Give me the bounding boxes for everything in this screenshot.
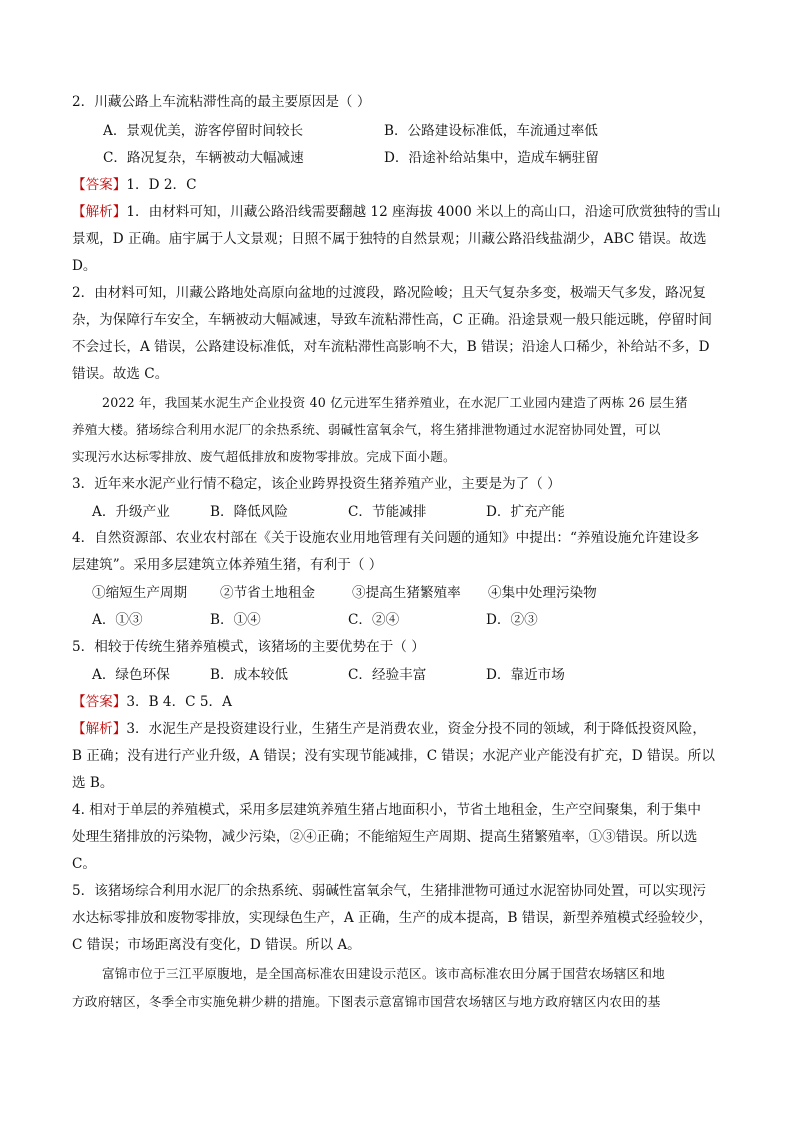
q2-option-d: D．沿途补给站集中，造成车辆驻留 (384, 150, 599, 166)
material-paragraph: 富锦市位于三江平原腹地，是全国高标准农田建设示范区。该市高标准农田分属于国营农场辖区和地 (102, 966, 665, 981)
explanation-line: D。 (72, 258, 97, 274)
explanation-line (72, 723, 706, 737)
answer-text: 1．D 2．C (126, 177, 197, 193)
explanation-line: 5．该猪场综合利用水泥厂的余热系统、弱碱性富氧余气，生猪排泄物可通过水泥窑协同处置，可以实现污 (72, 883, 706, 899)
explanation-line: 处理生猪排放的污染物，减少污染，②④正确；不能缩短生产周期、提高生猪繁殖率，①③错误。所以选 (72, 829, 698, 845)
explanation-line: B 正确；没有进行产业升级，A 错误；没有实现节能减排，C 错误；水泥产业产能没有扩充，D 错误。所以 (72, 748, 715, 764)
q4-option-b: B．①④ (210, 612, 261, 628)
explanation-line (72, 206, 721, 220)
q3-option-d: D．扩充产能 (486, 504, 565, 520)
question-4-stem: 4．自然资源部、农业农村部在《关于设施农业用地管理有关问题的通知》中提出：“养殖设施允许建设多 (72, 530, 700, 546)
material-paragraph: 2022 年，我国某水泥生产企业投资 40 亿元进军生猪养殖业，在水泥厂工业园内建造了两栋 26 层生猪 (102, 395, 688, 410)
question-5-stem: 5．相较于传统生猪养殖模式，该猪场的主要优势在于（ ） (72, 639, 425, 655)
explanation-line: 不会过长，A 错误，公路建设标准低，对车流粘滞性高影响不大，B 错误；沿途人口稀少，补给站不多，D (72, 339, 710, 355)
q5-option-c: C．经验丰富 (348, 667, 427, 683)
answer-block-2 (72, 696, 232, 710)
q4-item-4: ④集中处理污染物 (488, 585, 597, 601)
explanation-line: 景观，D 正确。庙宇属于人文景观；日照不属于独特的自然景观；川藏公路沿线盐湖少，ABC 错误。故选 (72, 231, 707, 247)
q3-option-b: B．降低风险 (210, 504, 288, 520)
q4-option-c: C．②④ (348, 612, 400, 628)
q5-option-b: B．成本较低 (210, 667, 288, 683)
explanation-tag: 【解析】 (72, 204, 127, 220)
material-paragraph: 方政府辖区，冬季全市实施免耕少耕的措施。下图表示意富锦市国营农场辖区与地方政府辖区内农田的基 (72, 994, 661, 1009)
answer-text: 3．B 4．C 5．A (126, 694, 232, 710)
question-2-stem: 2．川藏公路上车流粘滞性高的最主要原因是（ ） (72, 94, 371, 110)
answer-block-1 (72, 179, 196, 193)
explanation-text: 3．水泥生产是投资建设行业，生猪生产是消费农业，资金分投不同的领域，利于降低投资风险， (126, 721, 706, 737)
explanation-tag: 【解析】 (72, 721, 127, 737)
answer-tag: 【答案】 (72, 177, 127, 193)
q5-option-a: A．绿色环保 (92, 667, 170, 683)
q2-option-c: C．路况复杂，车辆被动大幅减速 (103, 150, 304, 166)
explanation-line: 选 B。 (72, 775, 114, 791)
q3-option-a: A．升级产业 (92, 504, 170, 520)
q2-option-a: A．景观优美，游客停留时间较长 (103, 123, 304, 139)
explanation-text: 1．由材料可知，川藏公路沿线需要翻越 12 座海拔 4000 米以上的高山口，沿途可欣赏独特的雪山 (126, 204, 721, 220)
q4-option-d: D．②③ (486, 612, 538, 628)
explanation-line: C 错误；市场距离没有变化，D 错误。所以 A。 (72, 937, 361, 953)
explanation-line: 杂，为保障行车安全，车辆被动大幅减速，导致车流粘滞性高，C 正确。沿途景观一般只能远眺，停留时间 (72, 312, 713, 328)
q4-item-1: ①缩短生产周期 (92, 585, 188, 601)
explanation-line: C。 (72, 856, 96, 872)
question-4-stem: 层建筑”。采用多层建筑立体养殖生猪，有利于（ ） (72, 557, 383, 573)
answer-tag: 【答案】 (72, 694, 127, 710)
q4-item-2: ②节省土地租金 (220, 585, 316, 601)
q5-option-d: D．靠近市场 (486, 667, 565, 683)
question-3-stem: 3．近年来水泥产业行情不稳定，该企业跨界投资生猪养殖产业，主要是为了（ ） (72, 476, 561, 492)
explanation-line: 4. 相对于单层的养殖模式，采用多层建筑养殖生猪占地面积小，节省土地租金，生产空间聚集，利于集中 (72, 802, 702, 818)
explanation-line: 2．由材料可知，川藏公路地处高原向盆地的过渡段，路况险峻；且天气复杂多变，极端天气多发，路况复 (72, 285, 706, 301)
material-paragraph: 养殖大楼。猪场综合利用水泥厂的余热系统、弱碱性富氧余气，将生猪排泄物通过水泥窑协同处置，可以 (72, 422, 661, 437)
material-paragraph: 实现污水达标零排放、废气超低排放和废物零排放。完成下面小题。 (72, 449, 456, 464)
explanation-line: 水达标零排放和废物零排放，实现绿色生产，A 正确，生产的成本提高，B 错误，新型养殖模式经验较少， (72, 910, 713, 926)
explanation-line: 错误。故选 C。 (72, 366, 169, 382)
q4-option-a: A．①③ (92, 612, 143, 628)
q4-item-3: ③提高生猪繁殖率 (352, 585, 461, 601)
q3-option-c: C．节能减排 (348, 504, 427, 520)
q2-option-b: B．公路建设标准低，车流通过率低 (384, 123, 598, 139)
